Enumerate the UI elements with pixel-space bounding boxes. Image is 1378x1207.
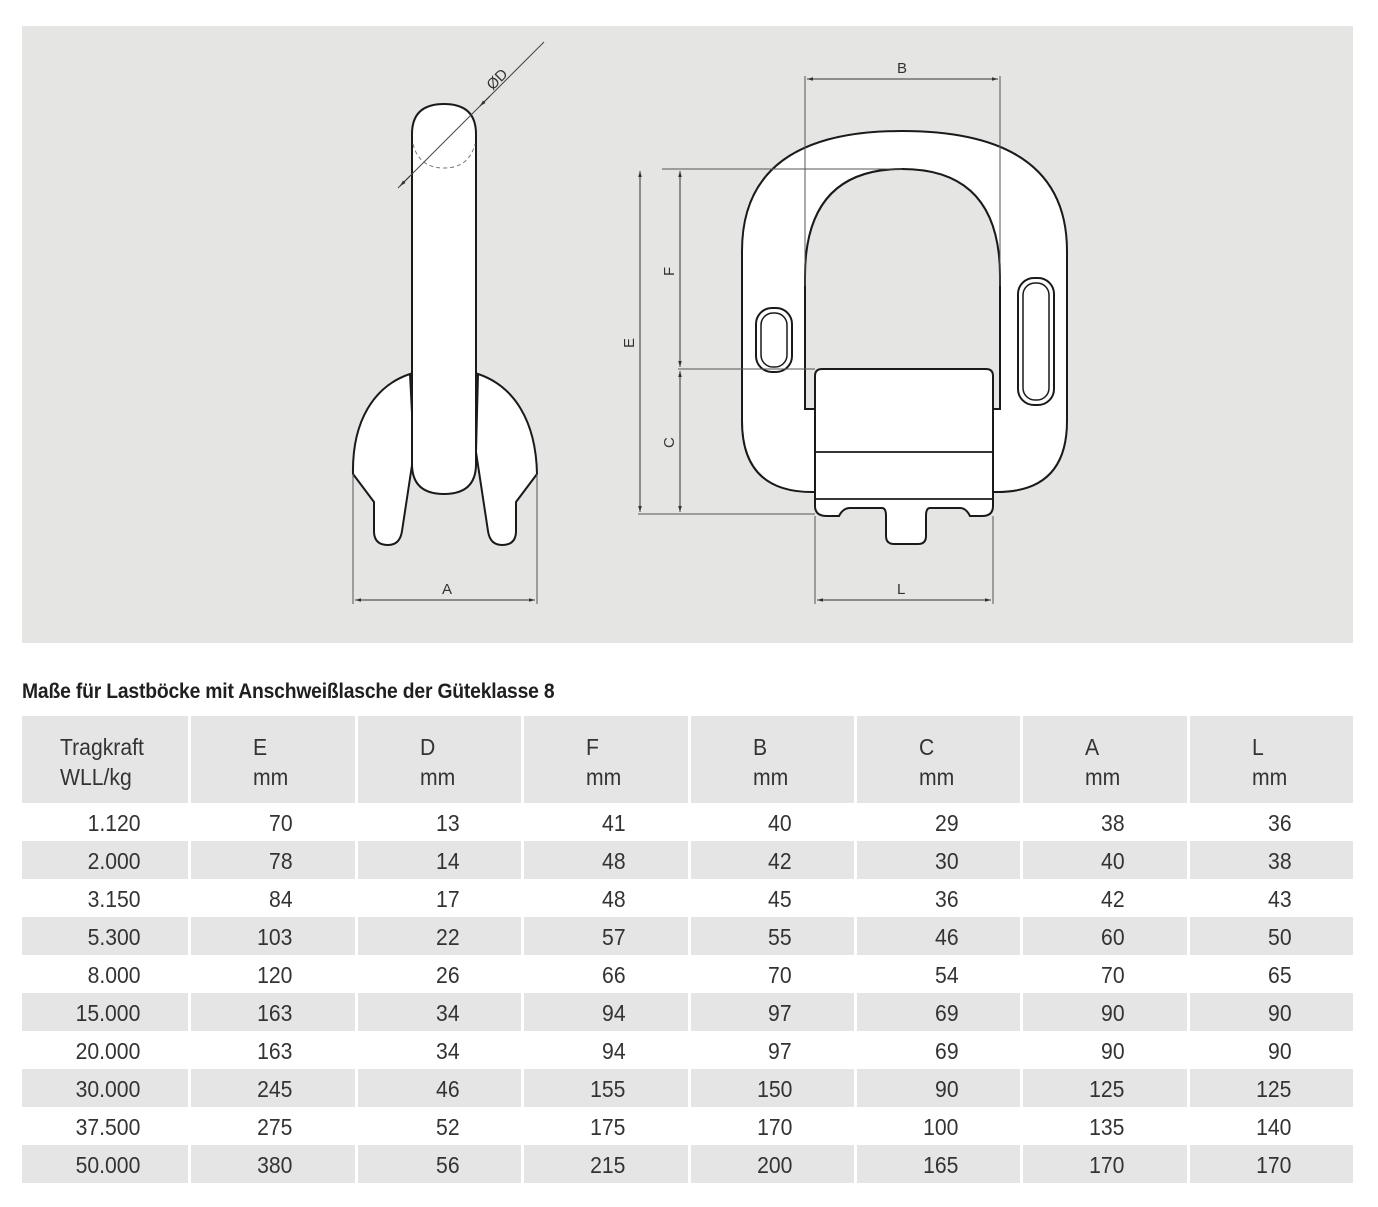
cell-value: 163 [257,1000,293,1026]
dimension-label-e: E [621,337,638,348]
cell-value: 103 [257,924,293,950]
cell-b [688,803,854,841]
cell-value: 41 [602,810,626,836]
dimension-label-a: A [442,581,453,598]
cell-value: 1.120 [87,810,141,836]
cell-value: 48 [602,848,626,874]
cell-value: 140 [1255,1114,1292,1140]
cell-wll [22,917,188,955]
cell-e [188,917,354,955]
cell-l [1187,803,1353,841]
cell-value: 200 [756,1152,792,1178]
cell-value: 46 [435,1076,460,1102]
table-row [22,1145,1353,1183]
cell-b [688,841,854,879]
cell-wll [22,1107,188,1145]
cell-value: 163 [257,1038,293,1064]
cell-c [854,955,1020,993]
table-row [22,955,1353,993]
cell-c [854,993,1020,1031]
cell-wll [22,803,188,841]
cell-a [1020,1107,1186,1145]
cell-wll [22,841,188,879]
cell-f [521,993,687,1031]
cell-value: 170 [1089,1152,1125,1178]
cell-value: 42 [768,848,792,874]
header-line1: A [1085,734,1100,760]
cell-value: 8.000 [87,962,141,988]
header-line2: mm [918,764,955,790]
column-header-wll [22,716,188,803]
cell-e [188,1145,354,1183]
cell-d [355,917,521,955]
cell-value: 2.000 [87,848,141,874]
cell-d [355,879,521,917]
cell-value: 165 [923,1152,959,1178]
cell-d [355,803,521,841]
cell-value: 97 [768,1000,792,1026]
cell-value: 22 [435,924,460,950]
cell-l [1187,1107,1353,1145]
cell-value: 150 [756,1076,792,1102]
cell-wll [22,1145,188,1183]
cell-d [355,1145,521,1183]
cell-f [521,955,687,993]
cell-f [521,1069,687,1107]
cell-value: 40 [1101,848,1125,874]
cell-b [688,879,854,917]
header-line2: mm [752,764,788,790]
header-line2: mm [586,764,622,790]
cell-value: 215 [590,1152,626,1178]
cell-l [1187,879,1353,917]
cell-value: 13 [435,810,460,836]
cell-value: 90 [1267,1038,1292,1064]
cell-value: 245 [257,1076,293,1102]
cell-b [688,955,854,993]
table-body [22,803,1353,1183]
cell-b [688,1031,854,1069]
cell-e [188,1107,354,1145]
cell-value: 60 [1101,924,1125,950]
header-line1: F [586,734,600,760]
cell-value: 29 [934,810,959,836]
cell-value: 45 [768,886,792,912]
cell-value: 70 [269,810,293,836]
column-header-b [688,716,854,803]
cell-c [854,879,1020,917]
cell-value: 54 [934,962,959,988]
header-line1: L [1251,734,1264,760]
cell-value: 90 [1101,1000,1125,1026]
cell-d [355,1069,521,1107]
header-line1: C [918,734,935,760]
cell-c [854,1107,1020,1145]
cell-c [854,917,1020,955]
table-row [22,803,1353,841]
cell-value: 70 [768,962,792,988]
column-header-f [521,716,687,803]
cell-a [1020,1145,1186,1183]
cell-d [355,955,521,993]
cell-e [188,955,354,993]
cell-e [188,1069,354,1107]
dimension-label-f: F [661,266,678,276]
header-line2: mm [253,764,289,790]
cell-value: 14 [435,848,460,874]
header-line1: B [752,734,767,760]
cell-value: 120 [257,962,293,988]
cell-value: 90 [934,1076,959,1102]
cell-e [188,841,354,879]
cell-value: 65 [1267,962,1292,988]
cell-value: 170 [1255,1152,1292,1178]
dimension-label-d: ØD [483,65,512,94]
cell-value: 26 [435,962,460,988]
table-row [22,1107,1353,1145]
cell-value: 55 [768,924,792,950]
cell-value: 56 [435,1152,460,1178]
cell-b [688,1145,854,1183]
cell-b [688,993,854,1031]
column-header-l [1187,716,1353,803]
cell-value: 100 [923,1114,959,1140]
cell-a [1020,1069,1186,1107]
cell-e [188,1031,354,1069]
cell-l [1187,993,1353,1031]
header-line1: E [253,734,268,760]
cell-value: 125 [1089,1076,1125,1102]
table-row [22,1031,1353,1069]
cell-c [854,1145,1020,1183]
cell-a [1020,879,1186,917]
cell-f [521,879,687,917]
cell-l [1187,1031,1353,1069]
cell-a [1020,1031,1186,1069]
dimensions-table [22,716,1353,1183]
cell-value: 20.000 [75,1038,141,1064]
lifting-point-drawing [22,26,1353,643]
cell-value: 155 [590,1076,626,1102]
cell-d [355,1107,521,1145]
table-row [22,1069,1353,1107]
cell-c [854,803,1020,841]
column-header-e [188,716,354,803]
cell-value: 275 [257,1114,293,1140]
cell-d [355,993,521,1031]
table-row [22,841,1353,879]
cell-a [1020,841,1186,879]
header-line1: D [419,734,436,760]
cell-value: 34 [435,1038,460,1064]
cell-f [521,803,687,841]
cell-value: 50.000 [75,1152,141,1178]
cell-value: 52 [435,1114,460,1140]
table-header-row [22,716,1353,803]
cell-value: 94 [602,1038,626,1064]
cell-value: 78 [269,848,293,874]
cell-f [521,1107,687,1145]
cell-l [1187,1145,1353,1183]
cell-value: 30 [934,848,959,874]
column-header-d [355,716,521,803]
header-line1: Tragkraft [60,734,144,760]
dimension-label-l: L [897,581,906,598]
cell-value: 84 [269,886,293,912]
cell-value: 380 [257,1152,293,1178]
cell-l [1187,841,1353,879]
cell-value: 43 [1267,886,1292,912]
cell-wll [22,1031,188,1069]
cell-value: 175 [590,1114,626,1140]
cell-value: 37.500 [75,1114,141,1140]
cell-f [521,1031,687,1069]
cell-l [1187,955,1353,993]
column-header-c [854,716,1020,803]
front-view [742,131,1067,544]
header-line2: mm [1251,764,1287,790]
cell-value: 90 [1101,1038,1125,1064]
cell-wll [22,1069,188,1107]
cell-value: 36 [934,886,959,912]
cell-wll [22,993,188,1031]
cell-value: 3.150 [87,886,141,912]
cell-value: 135 [1089,1114,1125,1140]
cell-a [1020,917,1186,955]
cell-b [688,1107,854,1145]
cell-value: 69 [934,1038,959,1064]
table-row [22,917,1353,955]
cell-value: 17 [435,886,460,912]
header-line2: mm [419,764,456,790]
cell-a [1020,993,1186,1031]
column-header-a [1020,716,1186,803]
cell-value: 30.000 [75,1076,141,1102]
cell-b [688,1069,854,1107]
cell-wll [22,955,188,993]
cell-c [854,1031,1020,1069]
cell-value: 5.300 [87,924,141,950]
header-line2: mm [1085,764,1121,790]
cell-value: 66 [602,962,626,988]
cell-value: 38 [1101,810,1125,836]
cell-a [1020,803,1186,841]
cell-value: 38 [1267,848,1292,874]
cell-value: 48 [602,886,626,912]
cell-value: 170 [756,1114,792,1140]
table-title: Maße für Lastböcke mit Anschweißlasche der Güteklasse 8 [22,680,555,703]
table-row [22,993,1353,1031]
cell-value: 94 [602,1000,626,1026]
dimension-label-c: C [661,437,678,448]
cell-value: 46 [934,924,959,950]
cell-d [355,841,521,879]
cell-value: 50 [1267,924,1292,950]
cell-value: 42 [1101,886,1125,912]
cell-b [688,917,854,955]
cell-c [854,841,1020,879]
dimension-label-b: B [897,60,908,77]
cell-value: 34 [435,1000,460,1026]
header-line2: WLL/kg [60,764,132,790]
cell-value: 90 [1267,1000,1292,1026]
cell-value: 15.000 [75,1000,141,1026]
cell-value: 97 [768,1038,792,1064]
cell-l [1187,917,1353,955]
cell-value: 69 [934,1000,959,1026]
cell-a [1020,955,1186,993]
cell-c [854,1069,1020,1107]
cell-wll [22,879,188,917]
cell-e [188,993,354,1031]
cell-f [521,917,687,955]
cell-value: 36 [1267,810,1292,836]
cell-f [521,841,687,879]
cell-value: 40 [768,810,792,836]
cell-d [355,1031,521,1069]
cell-value: 70 [1101,962,1125,988]
technical-drawing-panel [22,26,1353,643]
table-row [22,879,1353,917]
cell-f [521,1145,687,1183]
side-view [353,104,537,545]
cell-value: 125 [1255,1076,1292,1102]
cell-value: 57 [602,924,626,950]
cell-l [1187,1069,1353,1107]
cell-e [188,803,354,841]
cell-e [188,879,354,917]
